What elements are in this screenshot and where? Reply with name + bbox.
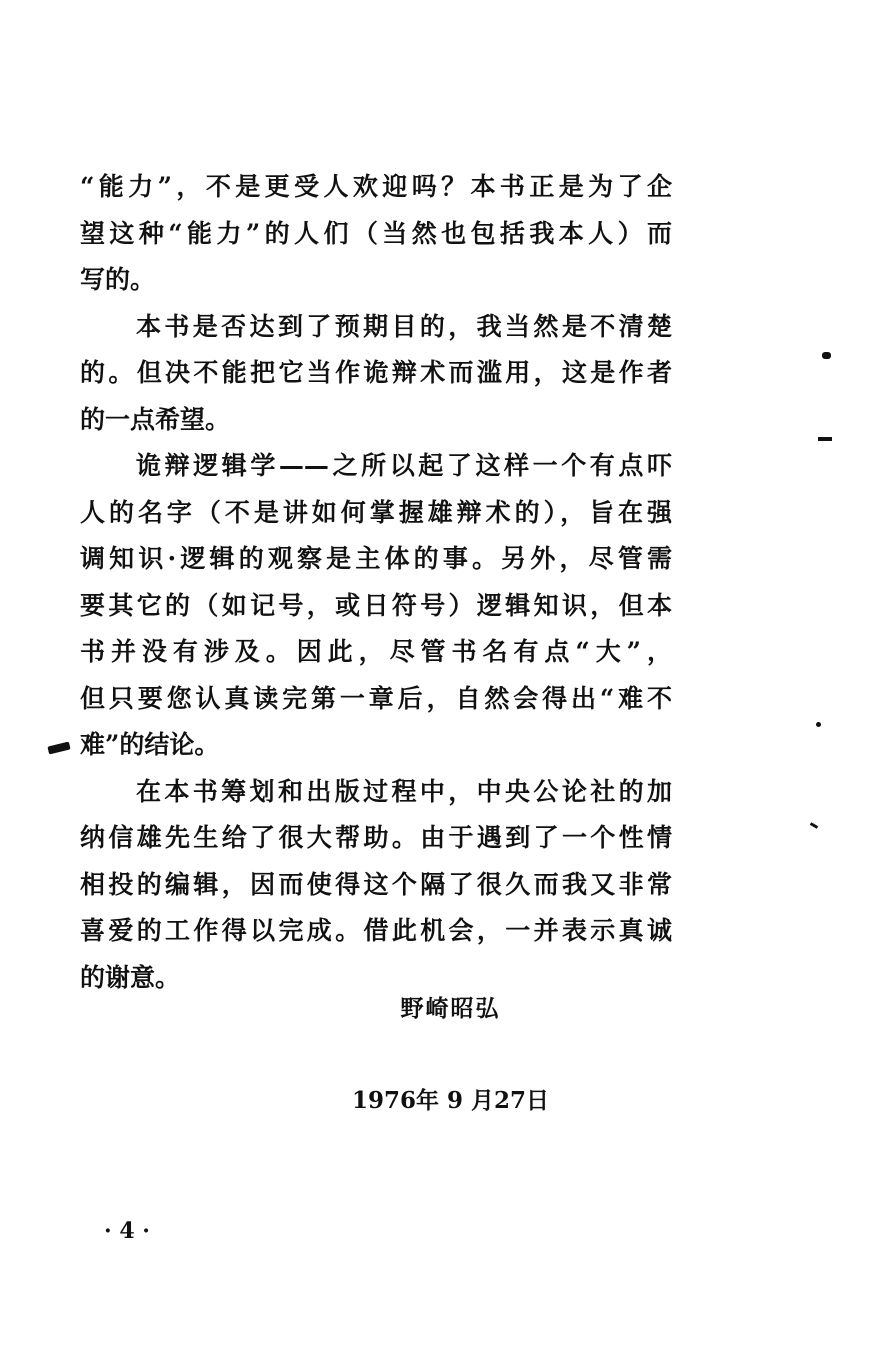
text-line: 的谢意。 <box>80 962 181 992</box>
text-line: 纳信雄先生给了很大帮助。由于遇到了一个性情 <box>80 823 672 852</box>
text-line: “能力”，不是更受人欢迎吗？本书正是为了企 <box>80 172 672 201</box>
text-line: 喜爱的工作得以完成。借此机会，一并表示真诚 <box>80 916 672 945</box>
text-line: 调知识·逻辑的观察是主体的事。另外，尽管需 <box>80 544 672 573</box>
date-line: 1976年 9 月27日 <box>351 1087 550 1114</box>
scan-speck <box>822 352 831 359</box>
text-line: 要其它的（如记号，或日符号）逻辑知识，但本 <box>80 590 672 620</box>
text-line: 的一点希望。 <box>80 404 231 434</box>
text-line: 望这种“能力”的人们（当然也包括我本人）而 <box>80 218 672 248</box>
text-line: 相投的编辑，因而使得这个隔了很久而我又非常 <box>80 869 672 899</box>
page-number: · 4 · <box>104 1218 150 1244</box>
text-line: 人的名字（不是讲如何掌握雄辩术的），旨在强 <box>80 497 672 527</box>
body-text <box>80 164 672 1001</box>
text-line: 诡辩逻辑学——之所以起了这样一个有点吓 <box>136 451 672 480</box>
text-line: 在本书筹划和出版过程中，中央公论社的加 <box>136 776 672 806</box>
text-line: 写的。 <box>80 265 156 294</box>
text-line: 本书是否达到了预期目的，我当然是不清楚 <box>136 311 672 341</box>
scan-speck <box>816 722 821 727</box>
author-signature: 野崎昭弘 <box>400 995 501 1022</box>
text-line: 的。但决不能把它当作诡辩术而滥用，这是作者 <box>80 358 672 387</box>
scan-speck <box>818 437 832 441</box>
scan-speck <box>47 741 70 754</box>
scan-speck <box>810 822 818 829</box>
text-line: 书并没有涉及。因此，尽管书名有点“大”， <box>80 637 672 666</box>
text-line: 难”的结论。 <box>80 730 220 759</box>
text-line: 但只要您认真读完第一章后，自然会得出“难不 <box>80 683 672 713</box>
